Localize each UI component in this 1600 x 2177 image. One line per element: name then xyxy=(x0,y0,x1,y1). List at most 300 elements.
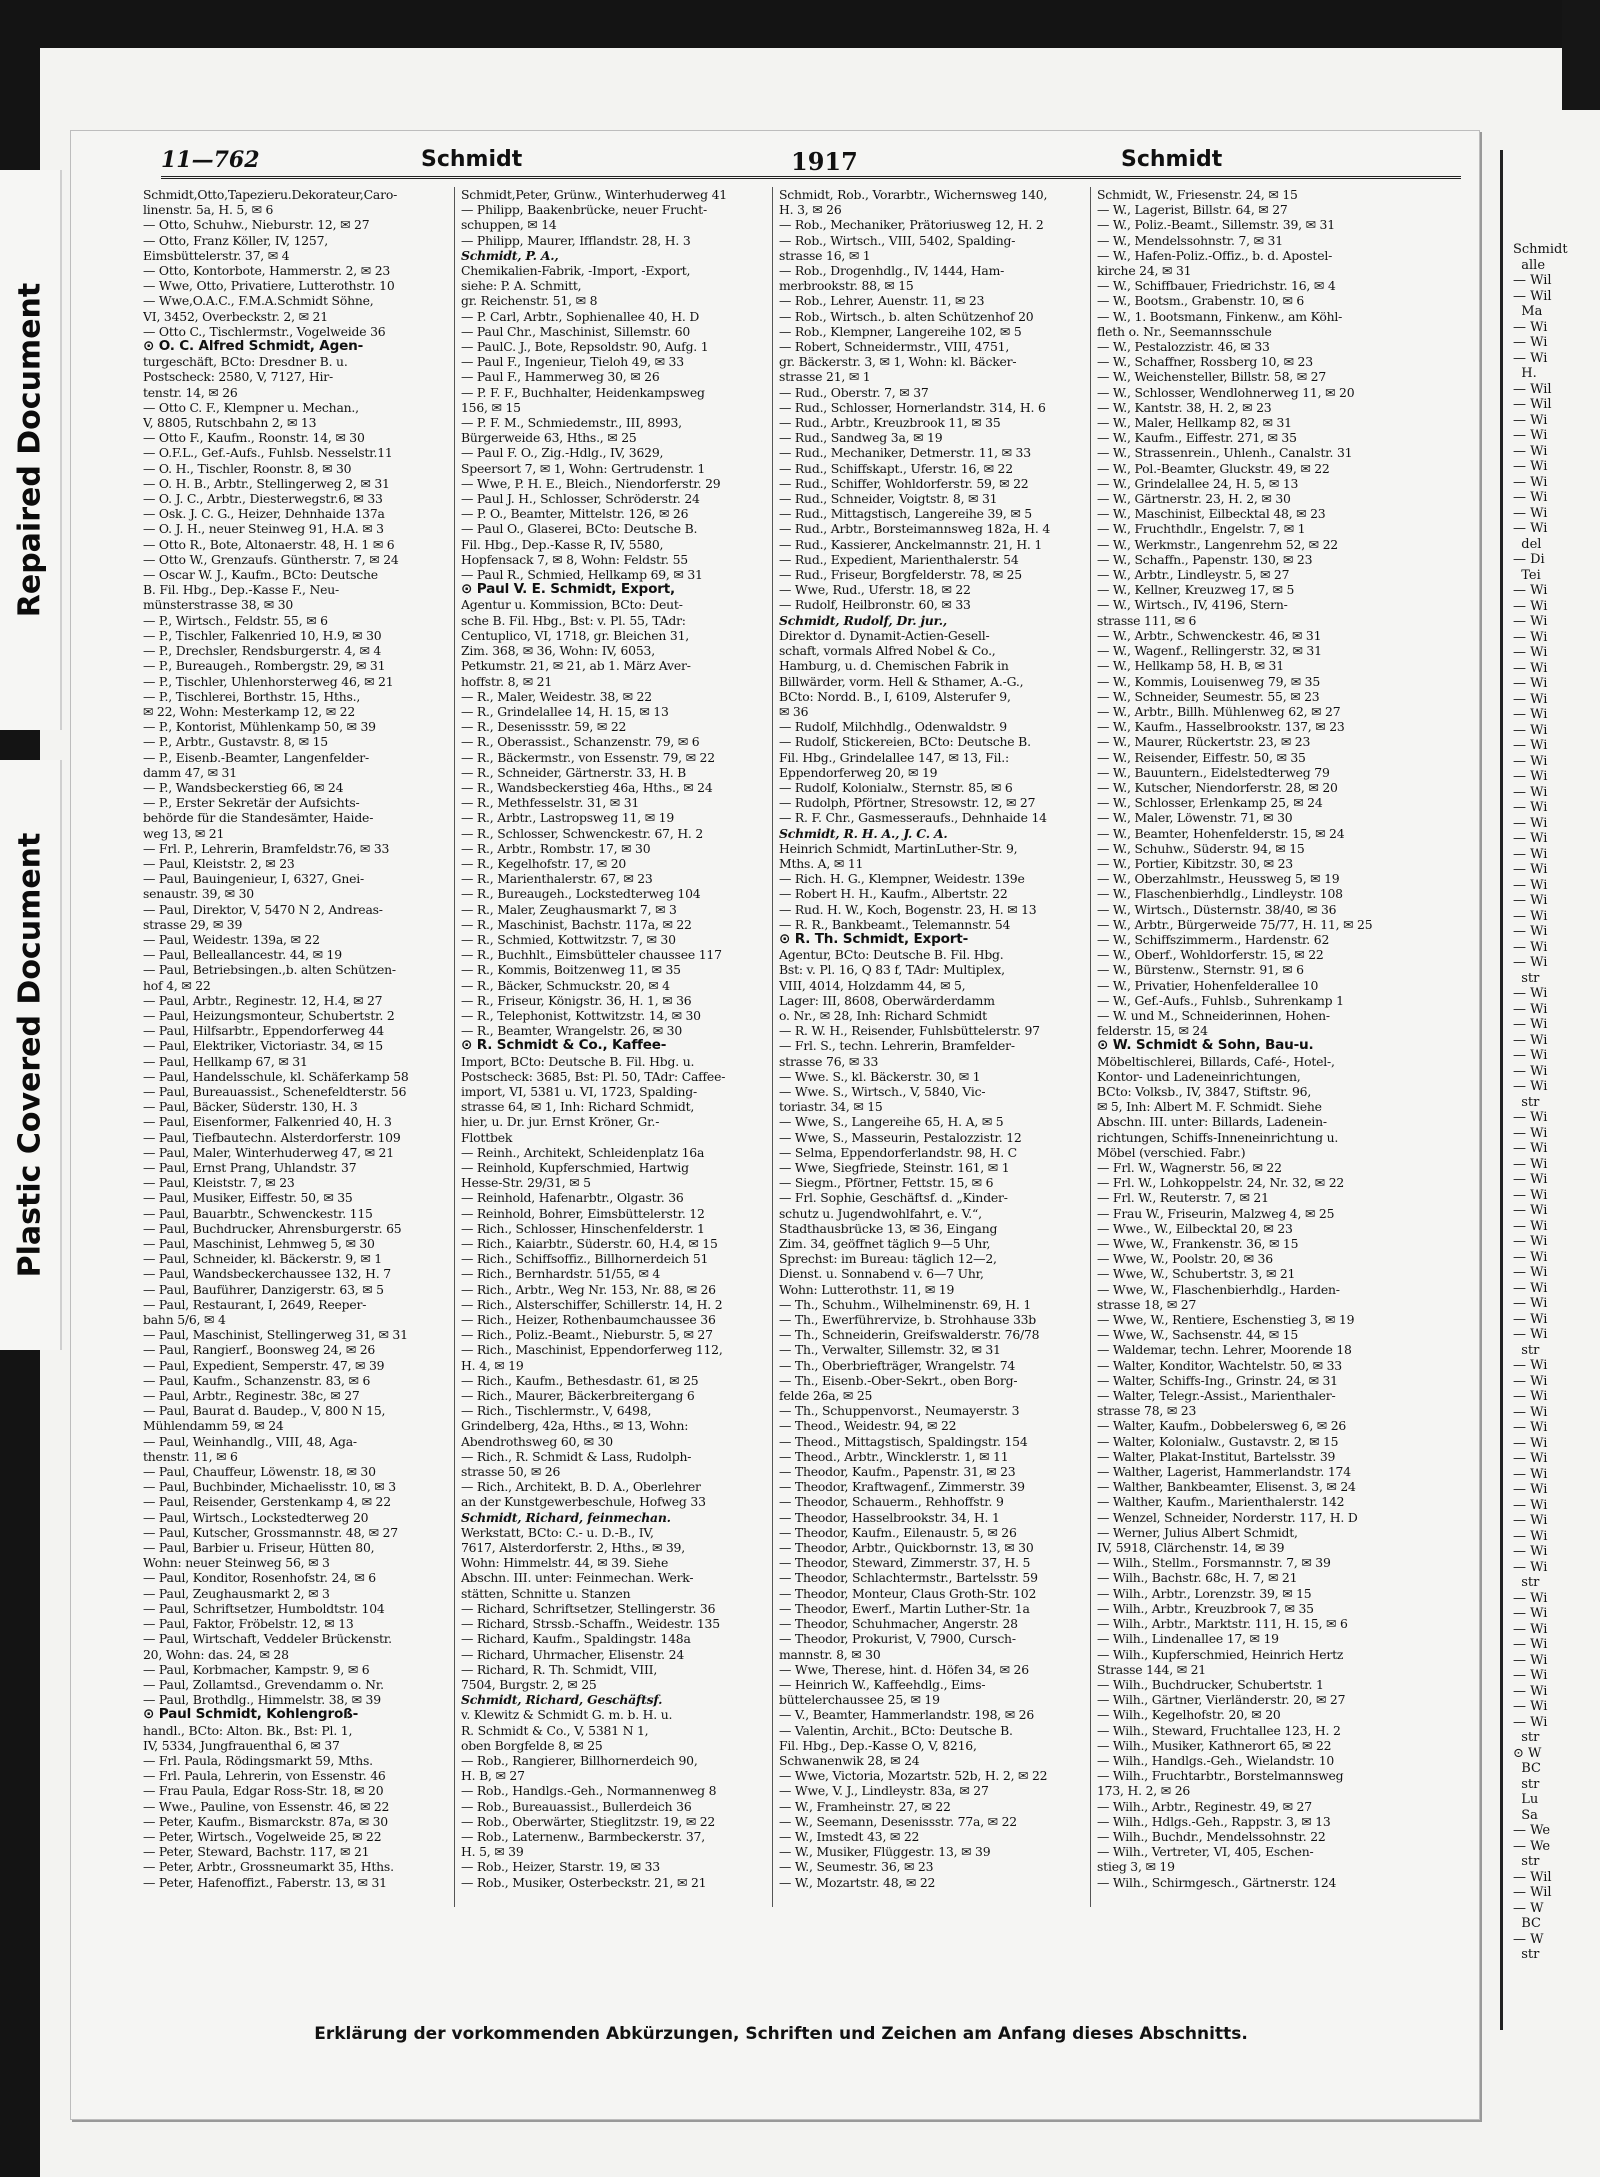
directory-entry: — Rudolph, Pförtner, Stresowstr. 12, ✉ 27 xyxy=(779,795,1036,811)
directory-entry: — Walther, Bankbeamter, Elisenst. 3, ✉ 24 xyxy=(1097,1479,1356,1495)
directory-entry: — Wwe, Therese, hint. d. Höfen 34, ✉ 26 xyxy=(779,1661,1029,1677)
next-page-line: — Wi xyxy=(1513,1172,1548,1187)
footer-note: Erklärung der vorkommenden Abkürzungen, Schriften und Zeichen am Anfang dieses Abschnitts. xyxy=(314,2024,1248,2044)
next-page-line: Ma xyxy=(1513,304,1543,319)
directory-entry: — P. F. M., Schmiedemstr., III, 8993, xyxy=(461,415,682,431)
directory-entry: — Wilh., Arbtr., Lorenzstr. 39, ✉ 15 xyxy=(1097,1585,1312,1601)
directory-entry: — Rob., Wirtsch., b. alten Schützenhof 20 xyxy=(779,308,1034,324)
directory-entry: Speersort 7, ✉ 1, Wohn: Gertrudenstr. 1 xyxy=(461,460,706,476)
directory-entry: — Theodor, Kaufm., Eilenaustr. 5, ✉ 26 xyxy=(779,1524,1017,1540)
directory-entry: — Paul F. O., Zig.-Hdlg., IV, 3629, xyxy=(461,445,664,461)
directory-entry: — W., Imstedt 43, ✉ 22 xyxy=(779,1828,920,1844)
directory-entry: — Paul, Kutscher, Grossmannstr. 48, ✉ 27 xyxy=(143,1524,398,1540)
directory-entry: — R., Telephonist, Kottwitzstr. 14, ✉ 30 xyxy=(461,1007,701,1023)
directory-entry: — W., Strassenrein., Uhlenh., Canalstr. 31 xyxy=(1097,445,1353,461)
directory-entry: — Paul, Weidestr. 139a, ✉ 22 xyxy=(143,931,320,947)
directory-entry: — Rich., Alsterschiffer, Schillerstr. 14, H. 2 xyxy=(461,1296,723,1312)
directory-entry: — Richard, Kaufm., Spaldingstr. 148a xyxy=(461,1631,691,1647)
directory-entry: — Rich., Poliz.-Beamt., Nieburstr. 5, ✉ 27 xyxy=(461,1327,713,1343)
directory-entry: — W., Hafen-Poliz.-Offiz., b. d. Apostel- xyxy=(1097,247,1333,263)
directory-entry: — Rich., Architekt, B. D. A., Oberlehrer xyxy=(461,1479,701,1495)
directory-entry: — Rudolf, Stickereien, BCto: Deutsche B. xyxy=(779,734,1031,750)
next-page-line: — Wi xyxy=(1513,1032,1548,1048)
directory-entry: — R., Arbtr., Lastropsweg 11, ✉ 19 xyxy=(461,810,674,826)
directory-entry: — R., Schneider, Gärtnerstr. 33, H. B xyxy=(461,764,687,780)
next-page-line: — Wi xyxy=(1513,1296,1548,1311)
directory-entry: — Paul, Kleiststr. 7, ✉ 23 xyxy=(143,1175,295,1191)
directory-entry: B. Fil. Hbg., Dep.-Kasse F., Neu- xyxy=(143,582,340,598)
directory-entry: Fil. Hbg., Dep.-Kasse O, V, 8216, xyxy=(779,1737,977,1753)
directory-entry: Mths. A, ✉ 11 xyxy=(779,855,864,871)
directory-entry: — P. Carl, Arbtr., Sophienallee 40, H. D xyxy=(461,308,700,324)
next-page-line: — Wi xyxy=(1513,691,1548,707)
directory-entry: — R. W. H., Reisender, Fuhlsbüttelerstr. 97 xyxy=(779,1023,1040,1039)
plastic-covered-tape xyxy=(0,760,62,1350)
next-page-line: — We xyxy=(1513,1838,1551,1854)
directory-entry: — Oscar W. J., Kaufm., BCto: Deutsche xyxy=(143,567,378,583)
directory-entry: — Wwe., W., Eilbecktal 20, ✉ 23 xyxy=(1097,1220,1293,1236)
directory-entry: — W., Bauuntern., Eidelstedterweg 79 xyxy=(1097,764,1330,780)
directory-entry: — W., Seumestr. 36, ✉ 23 xyxy=(779,1859,934,1875)
directory-entry: — Richard, Schriftsetzer, Stellingerstr. 36 xyxy=(461,1600,716,1616)
directory-entry: — Rich., Bernhardstr. 51/55, ✉ 4 xyxy=(461,1266,661,1282)
directory-entry: — V., Beamter, Hammerlandstr. 198, ✉ 26 xyxy=(779,1707,1035,1723)
directory-entry: — Otto W., Grenzaufs. Güntherstr. 7, ✉ 24 xyxy=(143,551,399,567)
directory-entry: — Paul, Bureauassist., Schenefeldterstr. 56 xyxy=(143,1083,407,1099)
directory-entry: — Wwe, V. J., Lindleystr. 83a, ✉ 27 xyxy=(779,1783,989,1799)
next-page-line: — Wi xyxy=(1513,800,1548,815)
directory-entry: — R., Methfesselstr. 31, ✉ 31 xyxy=(461,795,640,811)
directory-entry: Postscheck: 2580, V, 7127, Hir- xyxy=(143,369,333,385)
directory-entry: — Frl. W., Wagnerstr. 56, ✉ 22 xyxy=(1097,1160,1282,1175)
directory-entry: — Selma, Eppendorferlandstr. 98, H. C xyxy=(779,1144,1017,1160)
directory-entry: — P., Wirtsch., Feldstr. 55, ✉ 6 xyxy=(143,612,328,628)
directory-entry: — Wilh., Fruchtarbtr., Borstelmannsweg xyxy=(1097,1768,1344,1784)
directory-entry: — Paul, Betriebsingen.,b. alten Schützen- xyxy=(143,962,396,978)
column-4 xyxy=(1091,187,1409,1907)
directory-entry: 7504, Burgstr. 2, ✉ 25 xyxy=(461,1676,597,1692)
directory-entry: — Paul, Kaufm., Schanzenstr. 83, ✉ 6 xyxy=(143,1372,371,1388)
directory-entry: turgeschäft, BCto: Dresdner B. u. xyxy=(143,354,348,370)
directory-entry: — Theodor, Monteur, Claus Groth-Str. 102 xyxy=(779,1585,1037,1601)
directory-entry: merbrookstr. 88, ✉ 15 xyxy=(779,278,914,294)
directory-entry: — Paul, Eisenformer, Falkenried 40, H. 3 xyxy=(143,1114,392,1130)
directory-entry: — Paul, Zeughausmarkt 2, ✉ 3 xyxy=(143,1585,330,1601)
next-page-line: — Wi xyxy=(1513,1249,1548,1265)
directory-entry: — W., Reisender, Eiffestr. 50, ✉ 35 xyxy=(1097,749,1306,765)
directory-entry: — Rob., Laternenw., Barmbeckerstr. 37, xyxy=(461,1828,705,1844)
directory-entry: ⊙ Paul V. E. Schmidt, Export, xyxy=(461,582,675,598)
directory-entry: — Rud., Arbtr., Kreuzbrook 11, ✉ 35 xyxy=(779,415,1001,431)
directory-entry: — Paul J. H., Schlosser, Schröderstr. 24 xyxy=(461,491,700,507)
directory-entry: — Richard, Strssb.-Schaffn., Weidestr. 135 xyxy=(461,1616,720,1632)
next-page-line: — Wi xyxy=(1513,1451,1548,1466)
directory-entry: — R., Marienthalerstr. 67, ✉ 23 xyxy=(461,871,653,887)
next-page-line: — Wi xyxy=(1513,722,1548,738)
directory-entry: — R., Schlosser, Schwenckestr. 67, H. 2 xyxy=(461,825,704,841)
next-page-line: str xyxy=(1513,1947,1540,1962)
directory-entry: IV, 5918, Clärchenstr. 14, ✉ 39 xyxy=(1097,1540,1285,1556)
directory-entry: linenstr. 5a, H. 5, ✉ 6 xyxy=(143,202,274,218)
directory-entry: Schmidt, Rob., Vorarbtr., Wichernsweg 140, xyxy=(779,187,1048,202)
directory-entry: — Otto C. F., Klempner u. Mechan., xyxy=(143,399,359,415)
directory-entry: import, VI, 5381 u. VI, 1723, Spalding- xyxy=(461,1083,698,1099)
directory-entry: — Rud., Schiffer, Wohldorferstr. 59, ✉ 22 xyxy=(779,475,1029,491)
directory-entry: — W., Pol.-Beamter, Gluckstr. 49, ✉ 22 xyxy=(1097,460,1330,476)
directory-entry: BCto: Nordd. B., I, 6109, Alsterufer 9, xyxy=(779,688,1011,704)
directory-entry: — Rich., Arbtr., Weg Nr. 153, Nr. 88, ✉ 26 xyxy=(461,1281,716,1297)
directory-entry: — W., Arbtr., Schwenckestr. 46, ✉ 31 xyxy=(1097,627,1322,643)
directory-entry: thenstr. 11, ✉ 6 xyxy=(143,1448,238,1464)
directory-entry: — P., Tischler, Falkenried 10, H.9, ✉ 30 xyxy=(143,627,382,643)
directory-entry: — R., Desenissstr. 59, ✉ 22 xyxy=(461,719,627,735)
directory-entry: Eimsbüttelerstr. 37, ✉ 4 xyxy=(143,247,290,263)
directory-entry: büttelerchaussee 25, ✉ 19 xyxy=(779,1692,940,1708)
directory-entry: — W., Weichensteller, Billstr. 58, ✉ 27 xyxy=(1097,369,1327,385)
directory-entry: — Wilh., Lindenallee 17, ✉ 19 xyxy=(1097,1631,1279,1647)
directory-entry: Möbeltischlerei, Billards, Café-, Hotel-, xyxy=(1097,1053,1335,1069)
directory-entry: — Wilh., Gärtner, Vierländerstr. 20, ✉ 27 xyxy=(1097,1692,1346,1708)
directory-entry: hof 4, ✉ 22 xyxy=(143,977,211,993)
directory-entry: — Wilh., Schirmgesch., Gärtnerstr. 124 xyxy=(1097,1874,1337,1890)
directory-entry: — O.F.L., Gef.-Aufs., Fuhlsb. Nesselstr.11 xyxy=(143,445,393,461)
directory-entry: — Rud., Schiffskapt., Uferstr. 16, ✉ 22 xyxy=(779,460,1013,476)
directory-entry: ⊙ Paul Schmidt, Kohlengroß- xyxy=(143,1707,359,1723)
directory-entry: — W., Beamter, Hohenfelderstr. 15, ✉ 24 xyxy=(1097,825,1345,841)
directory-entry: behörde für die Standesämter, Haide- xyxy=(143,810,374,826)
next-page-line: — Wi xyxy=(1513,660,1548,676)
directory-entry: Zim. 368, ✉ 36, Wohn: IV, 6053, xyxy=(461,643,655,659)
directory-entry: — Wwe, P. H. E., Bleich., Niendorferstr. 29 xyxy=(461,475,721,491)
directory-entry: ✉ 22, Wohn: Mesterkamp 12, ✉ 22 xyxy=(143,703,356,719)
directory-entry: — Peter, Arbtr., Grossneumarkt 35, Hths. xyxy=(143,1859,394,1875)
directory-entry: — Rob., Rangierer, Billhornerdeich 90, xyxy=(461,1752,698,1768)
directory-entry: — Rich., Schiffsoffiz., Billhornerdeich 51 xyxy=(461,1251,709,1267)
directory-entry: — Frau W., Friseurin, Malzweg 4, ✉ 25 xyxy=(1097,1205,1335,1221)
directory-entry: — Wwe, S., Masseurin, Pestalozzistr. 12 xyxy=(779,1129,1022,1145)
directory-entry: ⊙ W. Schmidt & Sohn, Bau-u. xyxy=(1097,1038,1314,1054)
directory-entry: Billwärder, vorm. Hell & Sthamer, A.-G., xyxy=(779,673,1024,689)
directory-entry: — Rob., Wirtsch., VIII, 5402, Spalding- xyxy=(779,232,1016,248)
directory-entry: — Frau Paula, Edgar Ross-Str. 18, ✉ 20 xyxy=(143,1783,384,1799)
directory-entry: — Peter, Wirtsch., Vogelweide 25, ✉ 22 xyxy=(143,1828,382,1844)
next-page-line: — Wi xyxy=(1513,1590,1548,1606)
next-page-line: — Wi xyxy=(1513,1497,1548,1513)
directory-entry: — W., Schiffbauer, Friedrichstr. 16, ✉ 4 xyxy=(1097,278,1336,294)
next-page-line: — Wi xyxy=(1513,490,1548,505)
directory-entry: — Siegm., Pförtner, Fettstr. 15, ✉ 6 xyxy=(779,1175,994,1191)
next-page-line: — W xyxy=(1513,1900,1544,1916)
directory-entry: — Rud., Sandweg 3a, ✉ 19 xyxy=(779,430,943,446)
directory-entry: Wohn: Lutterothstr. 11, ✉ 19 xyxy=(779,1281,955,1297)
directory-entry: Abschn. III. unter: Feinmechan. Werk- xyxy=(461,1570,694,1586)
directory-entry: — W., Wirtsch., Düsternstr. 38/40, ✉ 36 xyxy=(1097,901,1337,917)
directory-entry: — W., Musiker, Flüggestr. 13, ✉ 39 xyxy=(779,1844,991,1860)
directory-entry: — Rich., Kaiarbtr., Süderstr. 60, H.4, ✉ 15 xyxy=(461,1236,718,1252)
directory-page xyxy=(70,130,1480,2120)
next-page-line: — Wi xyxy=(1513,707,1548,722)
directory-entry: — Walter, Schiffs-Ing., Grinstr. 24, ✉ 31 xyxy=(1097,1372,1338,1388)
directory-entry: V, 8805, Rutschbahn 2, ✉ 13 xyxy=(143,415,317,431)
directory-entry: — Rob., Klempner, Langereihe 102, ✉ 5 xyxy=(779,323,1022,339)
directory-entry: — R., Kegelhofstr. 17, ✉ 20 xyxy=(461,855,627,871)
header-left-name: Schmidt xyxy=(421,147,523,172)
next-page-line: str xyxy=(1513,1776,1540,1792)
directory-entry: — Rud., Schneider, Voigtstr. 8, ✉ 31 xyxy=(779,491,998,507)
directory-entry: ✉ 36 xyxy=(779,703,809,719)
directory-entry: H. 5, ✉ 39 xyxy=(461,1844,524,1860)
directory-entry: strasse 111, ✉ 6 xyxy=(1097,612,1197,628)
directory-entry: — Theod., Weidestr. 94, ✉ 22 xyxy=(779,1418,957,1434)
directory-entry: — W., Schneider, Seumestr. 55, ✉ 23 xyxy=(1097,688,1320,704)
next-page-line: — Wi xyxy=(1513,1234,1548,1249)
directory-entry: — Paul, Maler, Winterhuderweg 47, ✉ 21 xyxy=(143,1144,394,1160)
next-page-line: — Wi xyxy=(1513,1389,1548,1404)
directory-entry: — Robert H. H., Kaufm., Albertstr. 22 xyxy=(779,886,1008,902)
next-page-line: Lu xyxy=(1513,1792,1539,1807)
directory-entry: — R., Kommis, Boitzenweg 11, ✉ 35 xyxy=(461,962,681,978)
directory-entry: — W., Schaffn., Papenstr. 130, ✉ 23 xyxy=(1097,551,1313,567)
directory-entry: — Paul, Buchbinder, Michaelisstr. 10, ✉ 3 xyxy=(143,1479,396,1495)
directory-entry: — P., Tischler, Uhlenhorsterweg 46, ✉ 21 xyxy=(143,673,394,689)
next-page-line: — Wi xyxy=(1513,629,1548,645)
directory-entry: R. Schmidt & Co., V, 5381 N 1, xyxy=(461,1722,649,1738)
directory-entry: — Paul, Bauingenieur, I, 6327, Gnei- xyxy=(143,871,365,887)
directory-entry: — W., Poliz.-Beamt., Sillemstr. 39, ✉ 31 xyxy=(1097,217,1335,233)
next-page-line: — Wi xyxy=(1513,862,1548,877)
directory-entry: — Theodor, Ewerf., Martin Luther-Str. 1a xyxy=(779,1600,1030,1616)
directory-entry: oben Borgfelde 8, ✉ 25 xyxy=(461,1737,603,1753)
directory-entry: — Reinhold, Bohrer, Eimsbüttelerstr. 12 xyxy=(461,1205,705,1221)
directory-entry: — Rudolf, Heilbronstr. 60, ✉ 33 xyxy=(779,597,971,613)
directory-entry: — P. O., Beamter, Mittelstr. 126, ✉ 26 xyxy=(461,506,689,522)
directory-entry: — W., Fruchthdlr., Engelstr. 7, ✉ 1 xyxy=(1097,521,1306,537)
next-page-line: — Wi xyxy=(1513,350,1548,366)
directory-entry: Schmidt, W., Friesenstr. 24, ✉ 15 xyxy=(1097,187,1298,202)
directory-entry: — R., Bäcker, Schmuckstr. 20, ✉ 4 xyxy=(461,977,670,993)
directory-entry: strasse 16, ✉ 1 xyxy=(779,247,871,263)
directory-entry: — Frl. Paula, Lehrerin, von Essenstr. 46 xyxy=(143,1768,386,1784)
directory-entry: — O. J. H., neuer Steinweg 91, H.A. ✉ 3 xyxy=(143,521,384,537)
directory-entry: ✉ 5, Inh: Albert M. F. Schmidt. Siehe xyxy=(1097,1099,1322,1115)
directory-entry: — O. J. C., Arbtr., Diesterwegstr.6, ✉ 33 xyxy=(143,491,383,507)
directory-entry: — W., Arbtr., Lindleystr. 5, ✉ 27 xyxy=(1097,567,1290,583)
directory-entry: — Otto F., Kaufm., Roonstr. 14, ✉ 30 xyxy=(143,430,365,446)
directory-entry: — R., Bureaugeh., Lockstedterweg 104 xyxy=(461,886,701,902)
directory-entry: — Paul, Hellkamp 67, ✉ 31 xyxy=(143,1053,308,1069)
directory-entry: Schmidt, R. H. A., J. C. A. xyxy=(779,825,948,841)
next-page-line: — Wi xyxy=(1513,1404,1548,1420)
directory-entry: — W., Grindelallee 24, H. 5, ✉ 13 xyxy=(1097,475,1299,491)
next-page-line: — Wi xyxy=(1513,1311,1548,1327)
next-page-line: Tei xyxy=(1513,567,1541,583)
directory-entry: — W., Bootsm., Grabenstr. 10, ✉ 6 xyxy=(1097,293,1305,309)
header-year: 1917 xyxy=(791,147,858,176)
directory-entry: — Peter, Hafenoffizt., Faberstr. 13, ✉ 31 xyxy=(143,1874,387,1890)
directory-entry: — W., Schlosser, Erlenkamp 25, ✉ 24 xyxy=(1097,795,1323,811)
directory-entry: Flottbek xyxy=(461,1129,513,1145)
directory-entry: — Paul F., Ingenieur, Tieloh 49, ✉ 33 xyxy=(461,354,684,370)
directory-entry: — Rob., Musiker, Osterbeckstr. 21, ✉ 21 xyxy=(461,1874,707,1890)
directory-entry: mannstr. 8, ✉ 30 xyxy=(779,1646,881,1662)
directory-entry: strasse 29, ✉ 39 xyxy=(143,916,243,932)
directory-entry: strasse 78, ✉ 23 xyxy=(1097,1403,1197,1419)
directory-entry: — Paul, Konditor, Rosenhofstr. 24, ✉ 6 xyxy=(143,1570,376,1586)
next-page-line: str xyxy=(1513,1730,1540,1745)
next-page-line: — Wi xyxy=(1513,1621,1548,1637)
directory-entry: — R. F. Chr., Gasmesseraufs., Dehnhaide 14 xyxy=(779,810,1047,826)
directory-entry: — Heinrich W., Kaffeehdlg., Eims- xyxy=(779,1676,986,1692)
directory-entry: — Wwe. S., Wirtsch., V, 5840, Vic- xyxy=(779,1083,986,1099)
directory-entry: — Paul, Ernst Prang, Uhlandstr. 37 xyxy=(143,1160,357,1175)
directory-entry: strasse 64, ✉ 1, Inh: Richard Schmidt, xyxy=(461,1099,695,1115)
directory-entry: — W., Maurer, Rückertstr. 23, ✉ 23 xyxy=(1097,734,1311,750)
directory-entry: — Rob., Bureauassist., Bullerdeich 36 xyxy=(461,1798,692,1814)
next-page-line: — Wi xyxy=(1513,412,1548,428)
directory-entry: — Paul, Restaurant, I, 2649, Reeper- xyxy=(143,1296,367,1312)
directory-entry: — Rob., Heizer, Starstr. 19, ✉ 33 xyxy=(461,1859,660,1875)
directory-entry: — Paul, Korbmacher, Kampstr. 9, ✉ 6 xyxy=(143,1661,370,1677)
directory-entry: — Wwe, W., Schubertstr. 3, ✉ 21 xyxy=(1097,1266,1296,1282)
page-header xyxy=(161,145,1461,179)
directory-entry: H. 3, ✉ 26 xyxy=(779,202,842,218)
next-page-line: — Wi xyxy=(1513,676,1548,691)
directory-entry: Schwanenwik 28, ✉ 24 xyxy=(779,1752,920,1768)
next-page-line: — Wi xyxy=(1513,428,1548,443)
next-page-line: — Wi xyxy=(1513,521,1548,536)
directory-entry: — Paul F., Hammerweg 30, ✉ 26 xyxy=(461,369,660,385)
directory-entry: Wohn: neuer Steinweg 56, ✉ 3 xyxy=(143,1555,330,1571)
directory-entry: Heinrich Schmidt, MartinLuther-Str. 9, xyxy=(779,840,1018,856)
next-page-line: — Wi xyxy=(1513,1482,1548,1497)
directory-entry: — Osk. J. C. G., Heizer, Dehnhaide 137a xyxy=(143,506,385,522)
next-page-line: — Wi xyxy=(1513,645,1548,660)
directory-entry: — Paul, Bäcker, Süderstr. 130, H. 3 xyxy=(143,1099,358,1115)
next-page-line: BC xyxy=(1513,1761,1542,1776)
directory-entry: — Paul, Arbtr., Reginestr. 38c, ✉ 27 xyxy=(143,1388,360,1404)
directory-entry: Postscheck: 3685, Bst: Pl. 50, TAdr: Caffee- xyxy=(461,1068,726,1084)
directory-entry: — Wilh., Arbtr., Reginestr. 49, ✉ 27 xyxy=(1097,1798,1312,1814)
next-page-line: — Wi xyxy=(1513,1280,1548,1296)
directory-entry: 156, ✉ 15 xyxy=(461,399,521,415)
next-page-fragment xyxy=(1503,150,1600,2030)
directory-entry: — W., Schuhw., Süderstr. 94, ✉ 15 xyxy=(1097,840,1305,856)
next-page-line: — Wil xyxy=(1513,1869,1552,1885)
directory-entry: — Paul, Wirtsch., Lockstedterweg 20 xyxy=(143,1509,369,1525)
directory-entry: 20, Wohn: das. 24, ✉ 28 xyxy=(143,1646,289,1662)
directory-entry: — Wilh., Buchdr., Mendelssohnstr. 22 xyxy=(1097,1828,1326,1844)
directory-entry: — Theodor, Schauerm., Rehhoffstr. 9 xyxy=(779,1494,1004,1510)
directory-entry: Werkstatt, BCto: C.- u. D.-B., IV, xyxy=(461,1524,654,1540)
next-page-line: — Wi xyxy=(1513,505,1548,521)
directory-entry: — Th., Schuhm., Wilhelminenstr. 69, H. 1 xyxy=(779,1296,1032,1312)
next-page-line: — Wi xyxy=(1513,908,1548,924)
next-page-line: — Wi xyxy=(1513,1420,1548,1435)
directory-entry: Schmidt, Richard, feinmechan. xyxy=(461,1509,671,1525)
next-page-line: — Wi xyxy=(1513,1637,1548,1652)
directory-entry: — Rich., Maschinist, Eppendorferweg 112, xyxy=(461,1342,723,1358)
directory-entry: — Theodor, Prokurist, V, 7900, Cursch- xyxy=(779,1631,1016,1647)
directory-entry: — Rich., Schlosser, Hinschenfelderstr. 1 xyxy=(461,1220,705,1236)
directory-entry: Fil. Hbg., Grindelallee 147, ✉ 13, Fil.: xyxy=(779,749,1009,765)
directory-entry: — P., Drechsler, Rendsburgerstr. 4, ✉ 4 xyxy=(143,643,382,659)
directory-entry: Stadthausbrücke 13, ✉ 36, Eingang xyxy=(779,1220,998,1236)
directory-entry: — Theod., Mittagstisch, Spaldingstr. 154 xyxy=(779,1433,1028,1449)
directory-entry: — Rob., Handlgs.-Geh., Normannenweg 8 xyxy=(461,1783,717,1799)
next-page-line: — Wi xyxy=(1513,1652,1548,1668)
directory-entry: — Otto, Schuhw., Nieburstr. 12, ✉ 27 xyxy=(143,217,370,233)
directory-entry: gr. Reichenstr. 51, ✉ 8 xyxy=(461,293,598,309)
directory-entry: — Paul, Schneider, kl. Bäckerstr. 9, ✉ 1 xyxy=(143,1251,382,1267)
directory-entry: — Rich., Tischlermstr., V, 6498, xyxy=(461,1403,652,1419)
directory-entry: — W., Kommis, Louisenweg 79, ✉ 35 xyxy=(1097,673,1321,689)
directory-entry: v. Klewitz & Schmidt G. m. b. H. u. xyxy=(461,1707,673,1723)
directory-entry: — Rud., Mechaniker, Detmerstr. 11, ✉ 33 xyxy=(779,445,1031,461)
directory-entry: VIII, 4014, Holzdamm 44, ✉ 5, xyxy=(779,977,966,993)
directory-entry: ⊙ R. Th. Schmidt, Export- xyxy=(779,931,969,947)
directory-entry: — Th., Schneiderin, Greifswalderstr. 76/78 xyxy=(779,1327,1040,1343)
directory-entry: — Wwe., Pauline, von Essenstr. 46, ✉ 22 xyxy=(143,1798,390,1814)
directory-entry: — Paul, Kleiststr. 2, ✉ 23 xyxy=(143,855,295,871)
header-right-name: Schmidt xyxy=(1121,147,1223,172)
directory-entry: — Walther, Kaufm., Marienthalerstr. 142 xyxy=(1097,1494,1345,1510)
directory-entry: Petkumstr. 21, ✉ 21, ab 1. März Aver- xyxy=(461,658,691,674)
directory-entry: — Wwe, W., Rentiere, Eschenstieg 3, ✉ 19 xyxy=(1097,1312,1355,1328)
directory-entry: VI, 3452, Overbeckstr. 2, ✉ 21 xyxy=(143,308,328,324)
directory-entry: — R., Maschinist, Bachstr. 117a, ✉ 22 xyxy=(461,916,692,932)
directory-entry: ⊙ R. Schmidt & Co., Kaffee- xyxy=(461,1038,667,1054)
directory-entry: — P., Eisenb.-Beamter, Langenfelder- xyxy=(143,749,369,765)
directory-entry: Grindelberg, 42a, Hths., ✉ 13, Wohn: xyxy=(461,1418,689,1434)
directory-entry: — Wwe, W., Frankenstr. 36, ✉ 15 xyxy=(1097,1236,1299,1252)
directory-entry: — W., Kutscher, Niendorferstr. 28, ✉ 20 xyxy=(1097,779,1338,795)
next-page-line: — Wi xyxy=(1513,1528,1548,1544)
next-page-line: — Wi xyxy=(1513,1513,1548,1528)
directory-entry: — Th., Eisenb.-Ober-Sekrt., oben Borg- xyxy=(779,1372,1018,1388)
directory-entry: 7617, Alsterdorferstr. 2, Hths., ✉ 39, xyxy=(461,1540,685,1556)
directory-entry: — P., Wandsbeckerstieg 66, ✉ 24 xyxy=(143,779,344,795)
directory-entry: — Frl. Paula, Rödingsmarkt 59, Mths. xyxy=(143,1752,373,1768)
directory-entry: — Rob., Lehrer, Auenstr. 11, ✉ 23 xyxy=(779,293,985,309)
directory-entry: — W., Mozartstr. 48, ✉ 22 xyxy=(779,1874,936,1890)
directory-entry: — Paul, Wirtschaft, Veddeler Brückenstr. xyxy=(143,1631,392,1647)
next-page-line: — Wi xyxy=(1513,986,1548,1001)
next-page-line: — Wi xyxy=(1513,335,1548,350)
directory-entry: Schmidt, Richard, Geschäftsf. xyxy=(461,1692,663,1708)
directory-entry: Fil. Hbg., Dep.-Kasse R, IV, 5580, xyxy=(461,536,664,552)
directory-entry: tenstr. 14, ✉ 26 xyxy=(143,384,238,400)
next-page-line: — Wi xyxy=(1513,1466,1548,1482)
next-page-line: — Wi xyxy=(1513,1606,1548,1621)
next-page-line: — Di xyxy=(1513,552,1545,567)
directory-entry: — W., Lagerist, Billstr. 64, ✉ 27 xyxy=(1097,202,1288,218)
directory-entry: — Otto, Franz Köller, IV, 1257, xyxy=(143,232,329,248)
directory-entry: Sprechst: im Bureau: täglich 12—2, xyxy=(779,1251,997,1267)
directory-entry: — R., Oberassist., Schanzenstr. 79, ✉ 6 xyxy=(461,734,700,750)
directory-entry: strasse 50, ✉ 26 xyxy=(461,1464,561,1480)
directory-entry: — Philipp, Baakenbrücke, neuer Frucht- xyxy=(461,202,707,218)
directory-entry: — Paul R., Schmied, Hellkamp 69, ✉ 31 xyxy=(461,567,703,583)
directory-entry: schuppen, ✉ 14 xyxy=(461,217,557,233)
directory-entry: — Rob., Oberwärter, Stieglitzstr. 19, ✉ 22 xyxy=(461,1813,716,1829)
directory-entry: — Paul, Bauarbtr., Schwenckestr. 115 xyxy=(143,1205,373,1221)
directory-entry: — W., Pestalozzistr. 46, ✉ 33 xyxy=(1097,339,1270,355)
directory-entry: — Rob., Mechaniker, Prätoriusweg 12, H. 2 xyxy=(779,217,1044,233)
directory-entry: an der Kunstgewerbeschule, Hofweg 33 xyxy=(461,1494,706,1510)
directory-entry: — Wwe, Victoria, Mozartstr. 52b, H. 2, ✉ 22 xyxy=(779,1768,1048,1784)
next-page-line: — Wi xyxy=(1513,474,1548,490)
directory-entry: stätten, Schnitte u. Stanzen xyxy=(461,1585,631,1601)
